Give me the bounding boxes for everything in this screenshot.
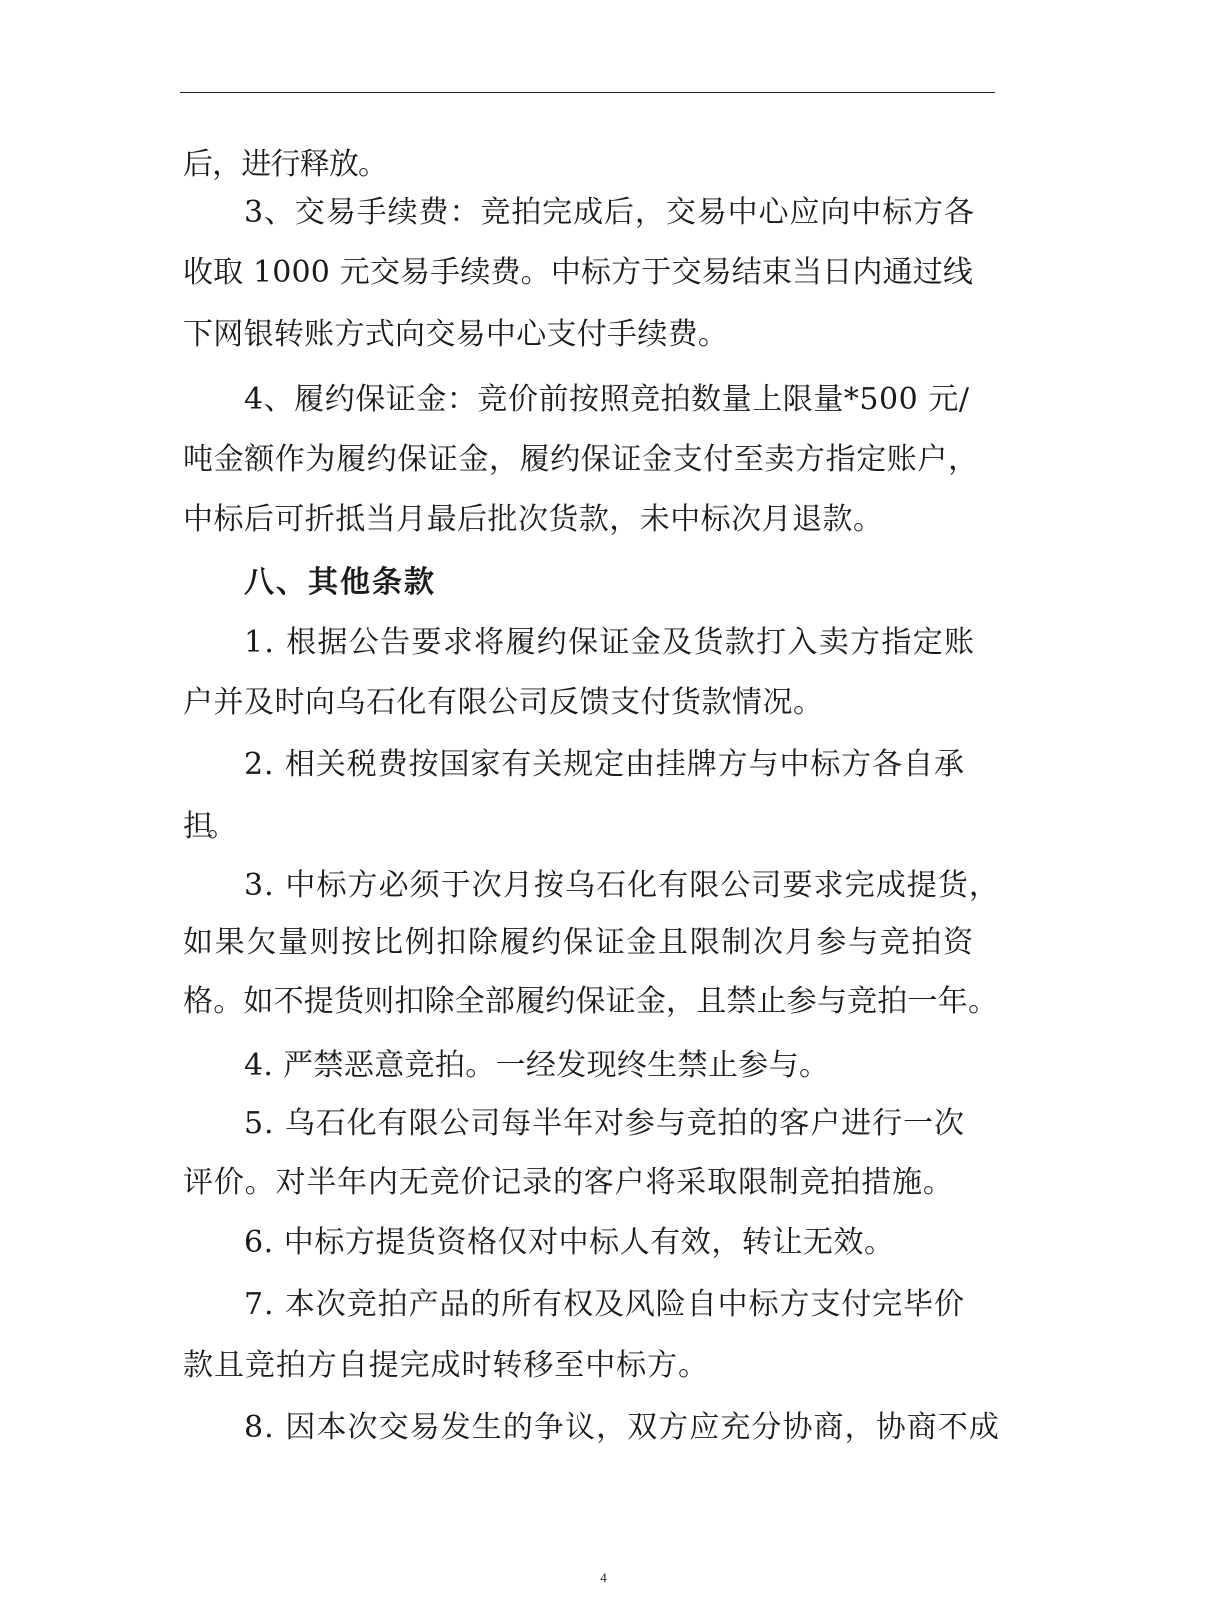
body-line: 户并及时向乌石化有限公司反馈支付货款情况。 (183, 685, 824, 720)
body-line: 如果欠量则按比例扣除履约保证金且限制次月参与竞拍资 (183, 925, 975, 960)
page-number: 4 (600, 1570, 607, 1585)
body-line: 中标后可折抵当月最后批次货款，未中标次月退款。 (183, 502, 884, 537)
body-line: 格。如不提货则扣除全部履约保证金，且禁止参与竞拍一年。 (183, 984, 999, 1019)
body-line: 下网银转账方式向交易中心支付手续费。 (183, 317, 729, 352)
body-line: 5. 乌石化有限公司每半年对参与竞拍的客户进行一次 (244, 1106, 965, 1141)
body-line: 担。 (183, 809, 231, 844)
body-line: 款且竞拍方自提完成时转移至中标方。 (183, 1348, 709, 1383)
header-rule (180, 92, 995, 93)
body-line: 评价。对半年内无竞价记录的客户将采取限制竞拍措施。 (183, 1165, 954, 1200)
body-line: 6. 中标方提货资格仅对中标人有效，转让无效。 (244, 1225, 895, 1260)
section-heading: 八、其他条款 (244, 565, 436, 600)
body-line: 后，进行释放。 (183, 147, 388, 182)
body-line: 2. 相关税费按国家有关规定由挂牌方与中标方各自承 (244, 747, 965, 782)
body-line: 4. 严禁恶意竞拍。一经发现终生禁止参与。 (244, 1048, 830, 1083)
body-line: 收取 1000 元交易手续费。中标方于交易结束当日内通过线 (183, 255, 974, 290)
body-line: 7. 本次竞拍产品的所有权及风险自中标方支付完毕价 (244, 1287, 965, 1322)
body-line: 3、交易手续费：竞拍完成后，交易中心应向中标方各 (244, 195, 975, 230)
body-line: 吨金额作为履约保证金，履约保证金支付至卖方指定账户， (183, 442, 979, 477)
body-line: 3. 中标方必须于次月按乌石化有限公司要求完成提货， (244, 868, 1000, 903)
body-line: 1. 根据公告要求将履约保证金及货款打入卖方指定账 (244, 625, 976, 660)
body-line: 8. 因本次交易发生的争议，双方应充分协商，协商不成 (244, 1410, 1000, 1445)
body-line: 4、履约保证金：竞价前按照竞拍数量上限量*500 元/ (244, 382, 970, 417)
